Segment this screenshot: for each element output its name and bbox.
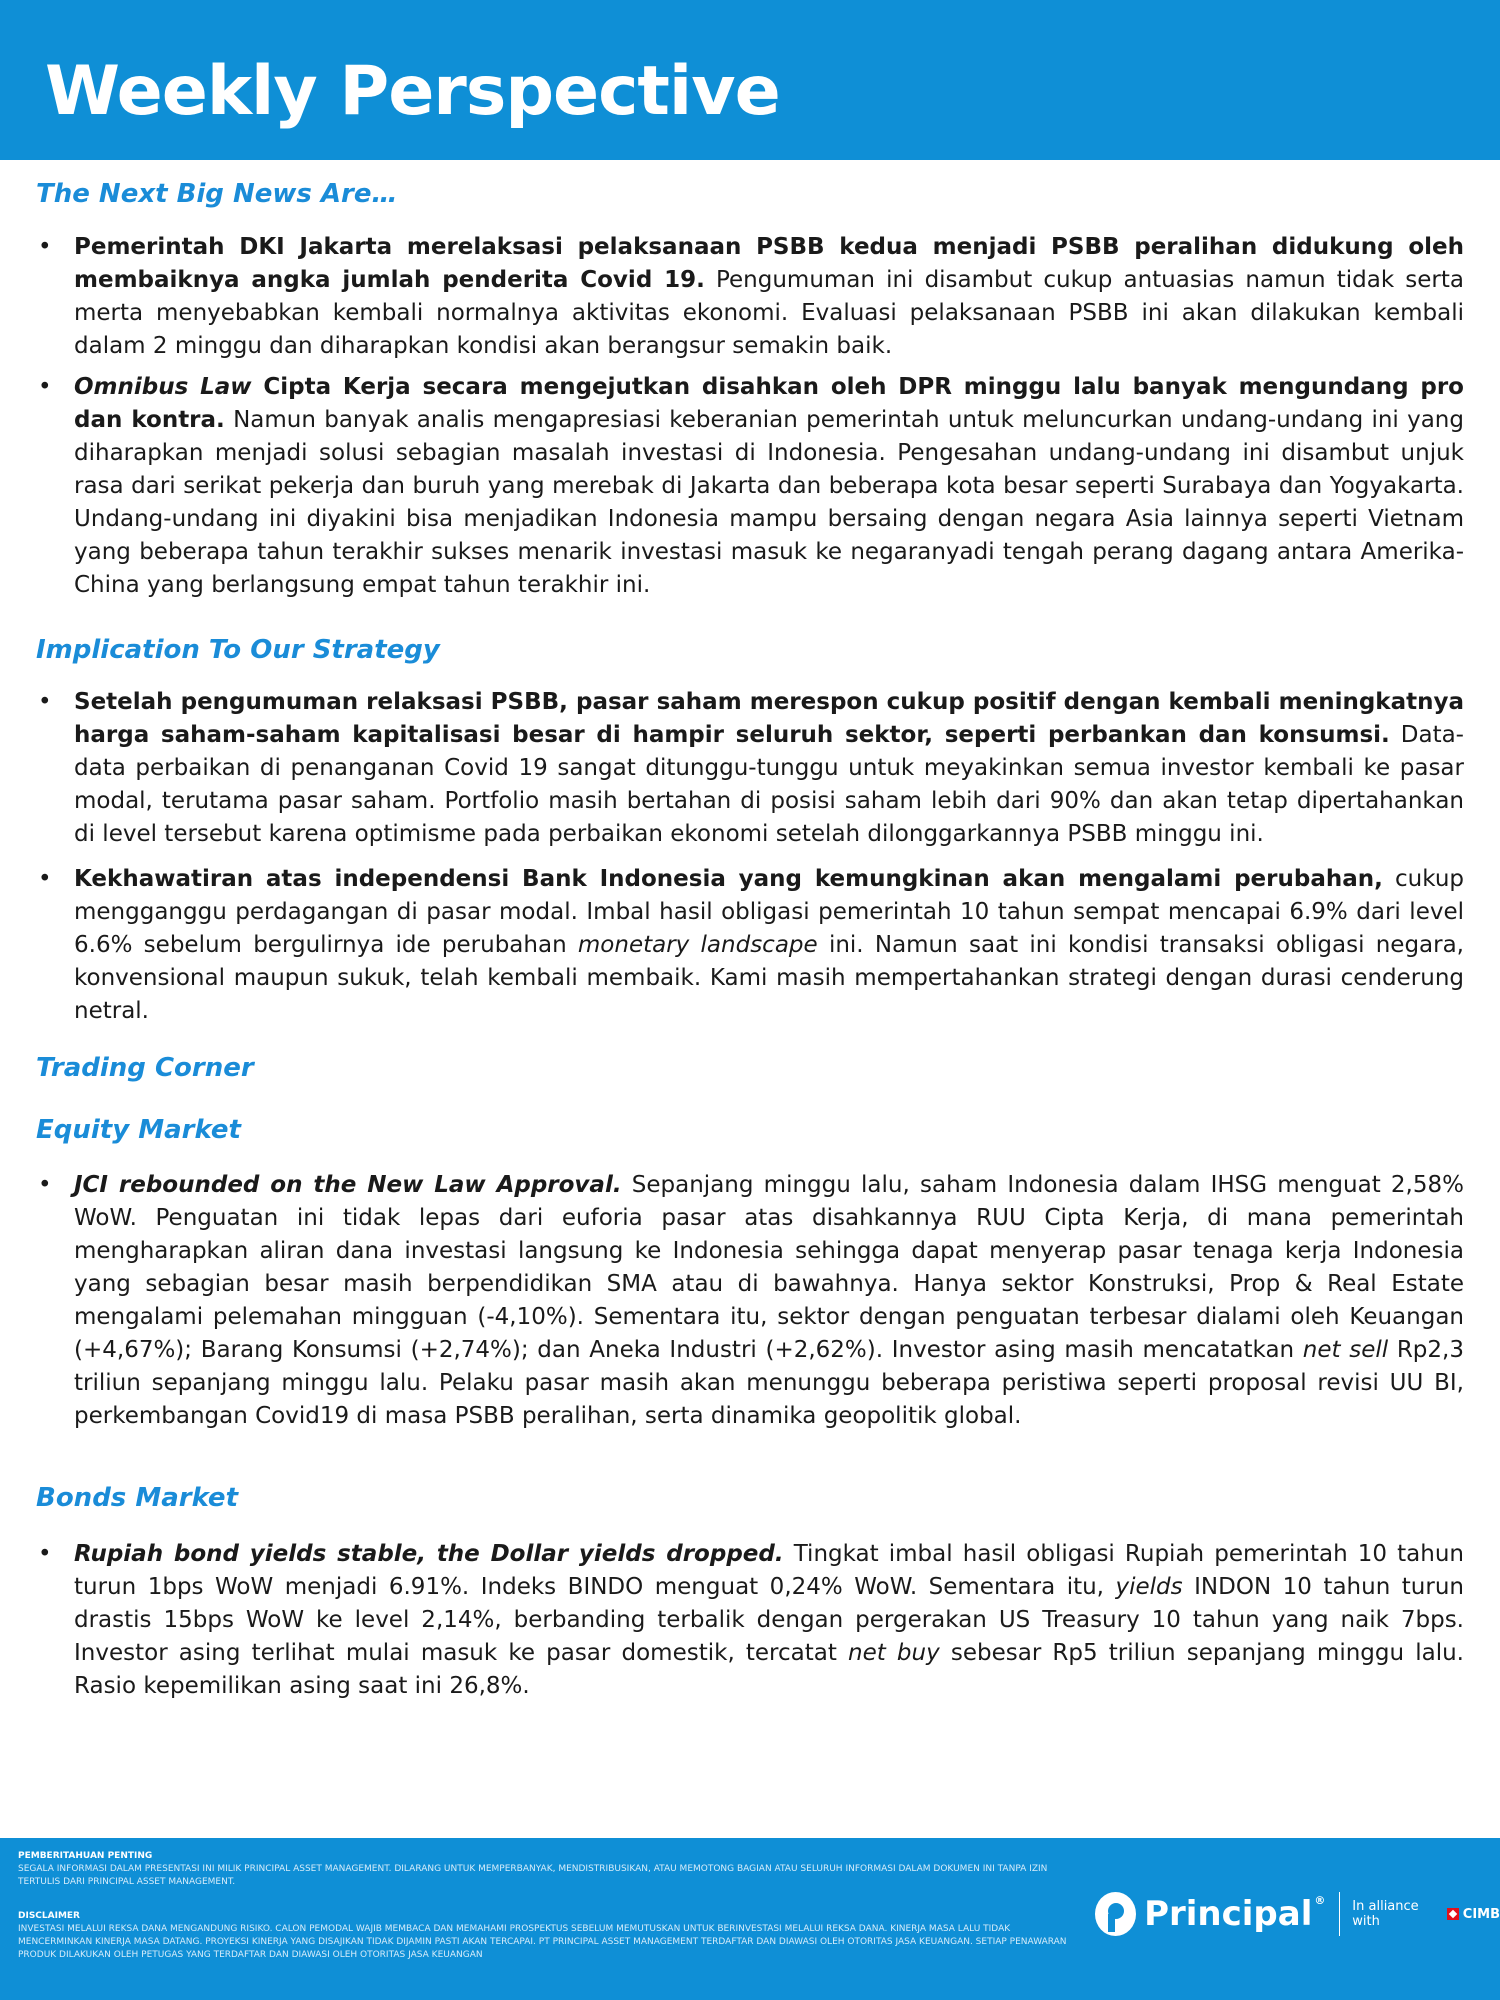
bullet-body: Pengumuman ini disambut cukup antuasias namun tidak serta merta menyebabkan kembali normalnya aktivitas ekonomi. Evaluasi pelaksanaan PSBB ini akan dilakukan kembali dalam 2 minggu dan diharapkan kondisi akan berangsur semakin baik. — [74, 267, 1464, 359]
bullet-body: Tingkat imbal hasil obligasi Rupiah pemerintah 10 tahun turun 1bps WoW menjadi 6.91%. Indeks BINDO menguat 0,24% WoW. Sementara itu, — [74, 1541, 1464, 1600]
header-banner — [0, 0, 1500, 160]
main-content — [36, 176, 1464, 1703]
disclaimer-text: INVESTASI MELALUI REKSA DANA MENGANDUNG RISIKO. CALON PEMODAL WAJIB MEMBACA DAN MEMAHAMI PROSPEKTUS SEBELUM MEMUTUSKAN UNTUK BERINVESTASI MELALUI REKSA DANA. KINERJA MASA LALU TIDAK MENCERMINKAN KINERJA MASA DATANG. PROYEKSI KINERJA YANG DISAJIKAN TIDAK DIJAMIN PASTI AKAN TERCAPAI. PT PRINCIPAL ASSET MANAGEMENT TERDAFTAR DAN DIAWASI OLEH OTORITAS JASA KEUANGAN. SETIAP PENAWARAN PRODUK DILAKUKAN OLEH PETUGAS YANG TERDAFTAR DAN DIAWASI OLEH OTORITAS JASA KEUANGAN — [18, 1924, 1067, 1960]
cimb-logo-icon — [1447, 1908, 1459, 1920]
bullet-body: Rp2,3 triliun sepanjang minggu lalu. Pelaku pasar masih akan menunggu beberapa peristiwa seperti proposal revisi UU BI, perkembangan Covid19 di masa PSBB peralihan, serta dinamika geopolitik global. — [74, 1337, 1464, 1429]
list-item — [36, 686, 1464, 851]
section-title-equity: Equity Market — [36, 1115, 241, 1145]
section-title-bonds: Bonds Market — [36, 1483, 238, 1513]
notice-block — [18, 1850, 1078, 1889]
footer — [0, 1838, 1500, 2000]
bullet-body: cukup mengganggu perdagangan di pasar modal. Imbal hasil obligasi pemerintah 10 tahun sempat mencapai 6.9% dari level 6.6% sebelum bergulirnya ide perubahan — [74, 866, 1464, 958]
notice-text: SEGALA INFORMASI DALAM PRESENTASI INI MILIK PRINCIPAL ASSET MANAGEMENT. DILARANG UNTUK MEMPERBANYAK, MENDISTRIBUSIKAN, ATAU MEMOTONG BAGIAN ATAU SELURUH INFORMASI DALAM DOKUMEN INI TANPA IZIN TERTULIS DARI PRINCIPAL ASSET MANAGEMENT. — [18, 1864, 1048, 1887]
bullet-body: ini. Namun saat ini kondisi transaksi obligasi negara, konvensional maupun sukuk, telah kembali membaik. Kami masih mempertahankan strategi dengan durasi cenderung netral. — [74, 932, 1464, 1024]
disclaimer-title: DISCLAIMER — [18, 1911, 80, 1921]
bullet-headline-italic: Omnibus Law — [74, 374, 252, 400]
page-title: Weekly Perspective — [45, 52, 780, 131]
bullet-headline: Pemerintah DKI Jakarta merelaksasi pelaksanaan PSBB kedua menjadi PSBB peralihan didukung oleh membaiknya angka jumlah penderita Covid 19. — [74, 234, 1464, 293]
brand-name: Principal ® — [1144, 1894, 1326, 1934]
next-big-news-list — [36, 231, 1464, 602]
section-title-next-big-news: The Next Big News Are… — [36, 179, 398, 209]
section-title-implication: Implication To Our Strategy — [36, 635, 440, 665]
bullet-headline-italic: Rupiah bond yields stable, the Dollar yields dropped. — [74, 1541, 784, 1567]
disclaimer-block — [18, 1910, 1078, 1962]
list-item — [36, 371, 1464, 602]
bullet-body: Namun banyak analis mengapresiasi keberanian pemerintah untuk meluncurkan undang-undang ini yang diharapkan menjadi solusi sebagian masalah investasi di Indonesia. Pengesahan undang-undang ini disambut unjuk rasa dari serikat pekerja dan buruh yang merebak di Jakarta dan beberapa kota besar seperti Surabaya dan Yogyakarta. Undang-undang ini diyakini bisa menjadikan Indonesia mampu bersaing dengan negara Asia lainnya seperti Vietnam yang beberapa tahun terakhir sukses menarik investasi masuk ke negaranyadi tengah perang dagang antara Amerika-China yang berlangsung empat tahun terakhir ini. — [74, 407, 1464, 598]
alliance-text: In alliance with CIMB — [1352, 1899, 1500, 1929]
bullet-italic-term: net sell — [1302, 1337, 1389, 1363]
bullet-body: Data-data perbaikan di penanganan Covid 19 sangat ditunggu-tunggu untuk meyakinkan semua investor kembali ke pasar modal, terutama pasar saham. Portfolio masih bertahan di posisi saham lebih dari 90% dan akan tetap dipertahankan di level tersebut karena optimisme pada perbaikan ekonomi setelah dilonggarkannya PSBB minggu ini. — [74, 722, 1464, 847]
bullet-headline: Kekhawatiran atas independensi Bank Indonesia yang kemungkinan akan mengalami perubahan, — [74, 866, 1383, 892]
bullet-headline: Setelah pengumuman relaksasi PSBB, pasar saham merespon cukup positif dengan kembali meningkatnya harga saham-saham kapitalisasi besar di hampir seluruh sektor, seperti perbankan dan konsumsi. — [74, 689, 1464, 748]
principal-logo-icon — [1095, 1892, 1136, 1936]
bullet-headline: Cipta Kerja secara mengejutkan disahkan oleh DPR minggu lalu banyak mengundang pro dan kontra. — [74, 374, 1464, 433]
bullet-body: sebesar Rp5 triliun sepanjang minggu lalu. Rasio kepemilikan asing saat ini 26,8%. — [74, 1640, 1464, 1699]
bullet-body: Sepanjang minggu lalu, saham Indonesia dalam IHSG menguat 2,58% WoW. Penguatan ini tidak lepas dari euforia pasar atas disahkannya RUU Cipta Kerja, di mana pemerintah mengharapkan aliran dana investasi langsung ke Indonesia sehingga dapat menyerap pasar tenaga kerja Indonesia yang sebagian besar masih berpendidikan SMA atau di bawahnya. Hanya sektor Konstruksi, Prop & Real Estate mengalami pelemahan mingguan (-4,10%). Sementara itu, sektor dengan penguatan terbesar dialami oleh Keuangan (+4,67%); Barang Konsumsi (+2,74%); dan Aneka Industri (+2,62%). Investor asing masih mencatatkan — [74, 1172, 1464, 1363]
bullet-italic-term: yields — [1115, 1574, 1183, 1600]
bonds-list — [36, 1538, 1464, 1703]
implication-list — [36, 686, 1464, 1028]
section-title-trading-corner: Trading Corner — [36, 1053, 254, 1083]
bullet-body: INDON 10 tahun turun drastis 15bps WoW ke level 2,14%, berbanding terbalik dengan pergerakan US Treasury 10 tahun yang naik 7bps. Investor asing terlihat mulai masuk ke pasar domestik, tercatat — [74, 1574, 1464, 1666]
list-item — [36, 1169, 1464, 1433]
bullet-italic-term: monetary landscape — [577, 932, 818, 958]
equity-list — [36, 1169, 1464, 1433]
list-item — [36, 1538, 1464, 1703]
brand-divider — [1339, 1892, 1340, 1936]
bullet-italic-term: net buy — [848, 1640, 940, 1666]
partner-name: CIMB — [1462, 1906, 1500, 1922]
bullet-headline-italic: JCI rebounded on the New Law Approval. — [74, 1172, 622, 1198]
list-item — [36, 863, 1464, 1028]
principal-logo — [1095, 1884, 1500, 1944]
list-item — [36, 231, 1464, 363]
notice-title: PEMBERITAHUAN PENTING — [18, 1851, 153, 1861]
